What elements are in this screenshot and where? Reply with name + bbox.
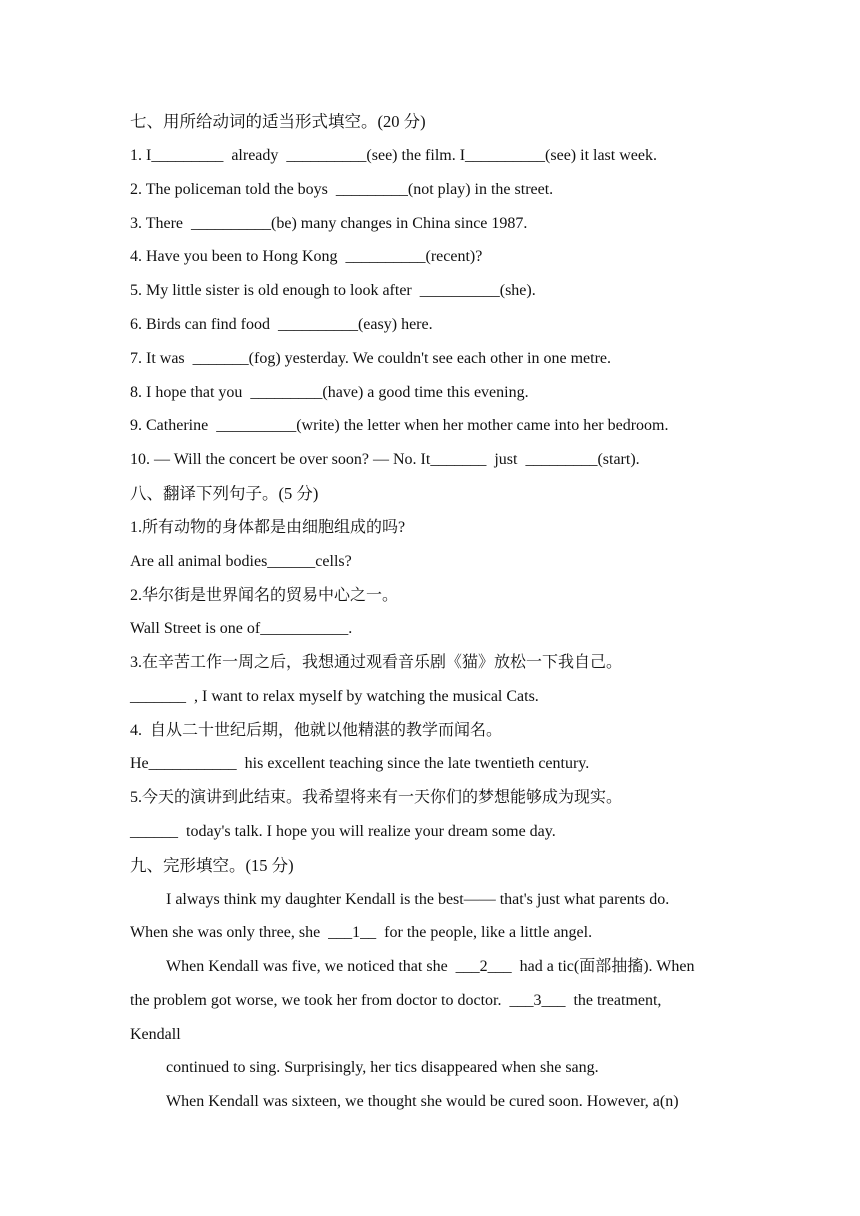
exercise-item-1: 1. I_________ already __________(see) the film. I__________(see) it last week.: [130, 147, 657, 164]
cloze-paragraph-line: I always think my daughter Kendall is the best—— that's just what parents do.: [166, 891, 670, 908]
section-7-heading: 七、用所给动词的适当形式填空。(20 分): [130, 112, 426, 131]
exercise-item-5: 5. My little sister is old enough to look after __________(she).: [130, 282, 536, 299]
exercise-item-9: 9. Catherine __________(write) the letter when her mother came into her bedroom.: [130, 417, 669, 434]
exercise-item-8: 8. I hope that you _________(have) a good time this evening.: [130, 384, 529, 401]
translation-answer-4: He___________ his excellent teaching since the late twentieth century.: [130, 755, 590, 772]
cloze-paragraph-line: Kendall: [130, 1026, 181, 1043]
translation-answer-1: Are all animal bodies______cells?: [130, 553, 352, 570]
translation-prompt-2: 2.华尔街是世界闻名的贸易中心之一。: [130, 587, 399, 604]
cloze-paragraph-line: When Kendall was five, we noticed that she ___2___ had a tic(面部抽搐). When: [166, 958, 695, 975]
translation-prompt-4: 4. 自从二十世纪后期，他就以他精湛的教学而闻名。: [130, 722, 503, 739]
exercise-item-6: 6. Birds can find food __________(easy) here.: [130, 316, 433, 333]
translation-answer-5: ______ today's talk. I hope you will realize your dream some day.: [130, 823, 556, 840]
exercise-item-4: 4. Have you been to Hong Kong __________(recent)?: [130, 248, 483, 265]
cloze-paragraph-line: When she was only three, she ___1__ for the people, like a little angel.: [130, 924, 593, 941]
section-8-heading: 八、翻译下列句子。(5 分): [130, 484, 319, 503]
translation-prompt-3: 3.在辛苦工作一周之后，我想通过观看音乐剧《猫》放松一下我自己。: [130, 654, 623, 671]
exercise-item-10: 10. — Will the concert be over soon? — No. It_______ just _________(start).: [130, 451, 640, 468]
section-9-heading: 九、完形填空。(15 分): [130, 856, 294, 875]
cloze-paragraph-line: the problem got worse, we took her from doctor to doctor. ___3___ the treatment,: [130, 992, 662, 1009]
translation-prompt-5: 5.今天的演讲到此结束。我希望将来有一天你们的梦想能够成为现实。: [130, 789, 623, 806]
cloze-paragraph-line: continued to sing. Surprisingly, her tics disappeared when she sang.: [166, 1059, 599, 1076]
translation-prompt-1: 1.所有动物的身体都是由细胞组成的吗?: [130, 519, 406, 536]
cloze-paragraph-line: When Kendall was sixteen, we thought she would be cured soon. However, a(n): [166, 1093, 679, 1110]
translation-answer-2: Wall Street is one of___________.: [130, 620, 353, 637]
exercise-item-2: 2. The policeman told the boys _________(not play) in the street.: [130, 181, 554, 198]
translation-answer-3: _______ , I want to relax myself by watching the musical Cats.: [130, 688, 539, 705]
exercise-item-3: 3. There __________(be) many changes in China since 1987.: [130, 215, 528, 232]
exercise-item-7: 7. It was _______(fog) yesterday. We couldn't see each other in one metre.: [130, 350, 611, 367]
